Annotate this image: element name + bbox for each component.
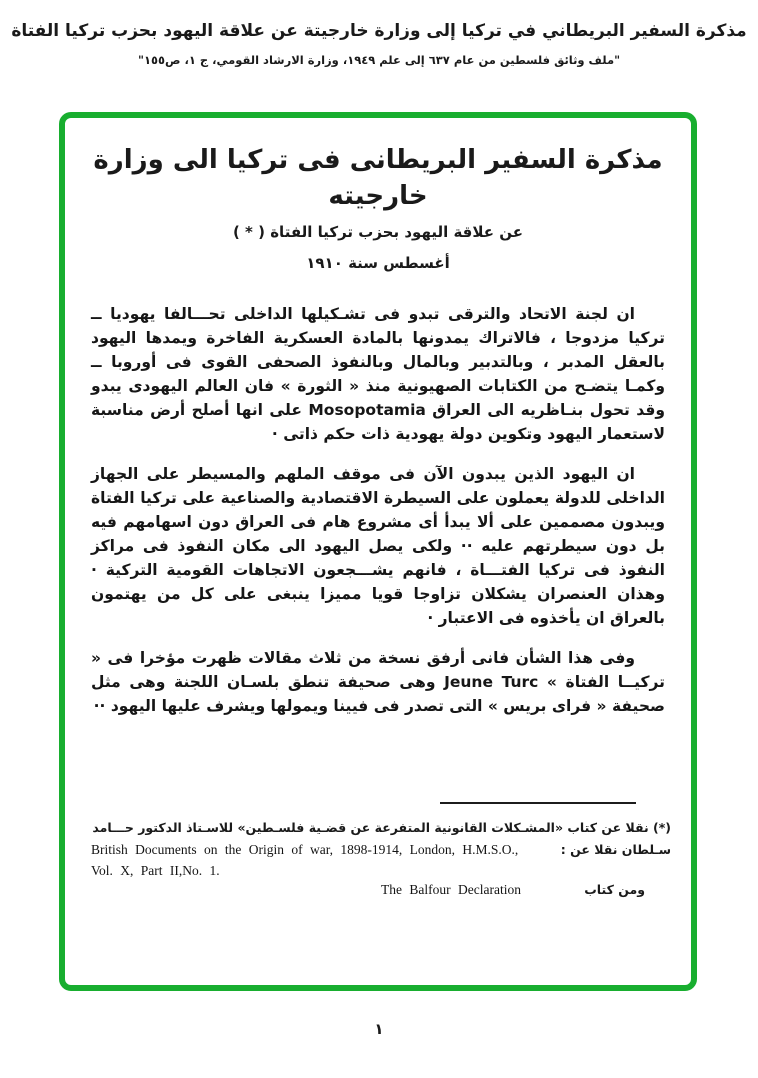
footnote-divider [440,802,636,804]
memo-paragraph-3: وفى هذا الشأن فانى أرفق نسخة من ثلاث مقالات ظهرت مؤخرا فى « تركيــا الفتاة » Jeune Turc وهى صحيفة تنطق بلسـان اللجنة وهى مثل صحيفة « فراى بريس » التى تصدر فى فيينا ويمولها ويشرف عليها اليهود ·· [91,649,665,715]
footnote-line-1: (*) نقلا عن كتاب «المشـكلات القانونية المتفرعة عن قضـية فلسـطين» للاسـتاذ الدكتور حـــامد [92,820,671,835]
memo-paragraph-2: ان اليهود الذين يبدون الآن فى موقف الملهم والمسيطر على الجهاز الداخلى للدولة يعملون على السيطرة الاقتصادية والصناعية على تركيا الفتاة ويبدون مصممين على ألا يبدأ أى مشروع هام فى العراق دون اسهامهم فيه بل دون سيطرتهم عليه ·· ولكى يصل اليهود الى مكان النفوذ فى مراكز النفوذ فى تركيا الفتـــاة ، فانهم يشـــجعون الاتجاهات القومية التركية · وهذان العنصران يشكلان تزاوجا قويا مميزا ينبغى على كل من يهتمون بالعراق ان يأخذوه فى الاعتبار · [91,465,665,627]
document-title: مذكرة السفير البريطاني في تركيا إلى وزارة خارجيتة عن علاقة اليهود بحزب تركيا الفتاة [11,21,747,41]
footnote-line-4 [91,882,671,900]
footnote-reference-arabic: سـلطان نقلا عن : [560,842,671,857]
footnote-line-2 [91,842,671,858]
footnote [91,802,671,900]
memo-subtitle: عن علاقة اليهود بحزب تركيا الفتاة ( * ) [232,223,523,241]
footnote-and-from-book: ومن كتاب [584,882,645,897]
page-number: ١ [374,1020,384,1038]
memo-paragraph-1: ان لجنة الاتحاد والترقى تبدو فى تشـكيلها الداخلى تحـــالفا يهوديا ــ تركيا مزدوجا ، فالاتراك يمدونها بالمادة العسكرية الفاخرة ويمدها اليهود بالعقل المدبر ، وبالتدبير وبالمال وبالنفوذ الصحفى القوى فى أوروبا ــ وكمـا يتضـح من الكتابات الصهيونية منذ « الثورة » فان العالم اليهودى يبدو وقد تحول بنـاظريه الى العراق Mosopotamia على انها أصلح أرض مناسبة لاستعمار اليهود وتكوين دولة يهودية ذات حكم ذاتى · [91,305,665,443]
footnote-volume-reference: Vol. X, Part II,No. 1. [91,863,220,878]
page-header [0,18,758,68]
memo-title: مذكرة السفير البريطانى فى تركيا الى وزارة خارجيته [93,145,663,211]
memo-green-box [59,112,697,991]
footnote-balfour-reference: The Balfour Declaration [381,882,521,897]
memo-body [91,302,665,718]
memo-header [65,142,691,272]
footnote-reference-english: British Documents on the Origin of war, 1898-1914, London, H.M.S.O., [91,842,519,857]
document-source-citation: "ملف وثائق فلسطين من عام ٦٣٧ إلى علم ١٩٤٩، وزارة الارشاد القومي، ج ١، ص١٥٥" [137,53,621,67]
memo-date: أغسطس سنة ١٩١٠ [306,254,450,272]
